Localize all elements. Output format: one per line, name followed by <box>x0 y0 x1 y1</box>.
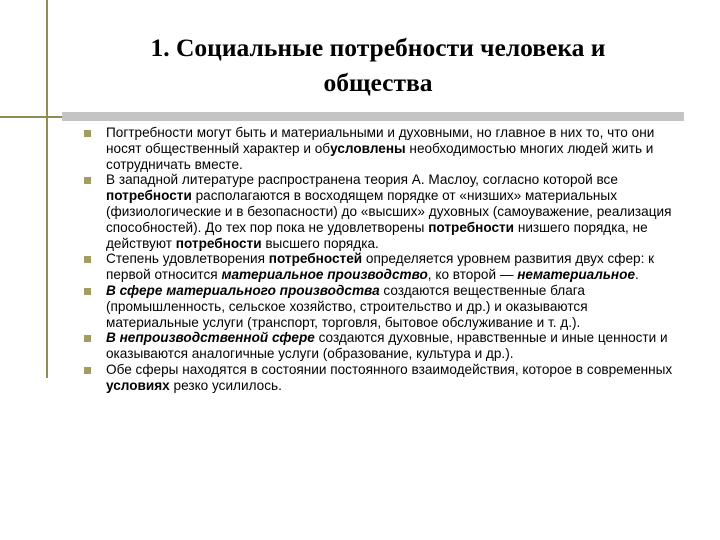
bullet-emphasis-text: потребностей <box>268 251 363 267</box>
slide-title-line-1: 1. Социальные потребности человека и <box>150 33 606 62</box>
bullet-text: Обе сферы находятся в состоянии постоянного взаимодействия, которое в современных <box>106 361 673 377</box>
bullet-item <box>84 283 684 330</box>
bullet-emphasis-text: В сфере материального производства <box>106 282 380 298</box>
bullet-emphasis-text: В непроизводственной сфере <box>106 330 315 346</box>
bullet-emphasis-text: потребности <box>175 235 262 251</box>
bullet-item <box>84 125 684 172</box>
bullet-text: определяется уровнем развития двух сфер: к первой относится <box>106 251 655 283</box>
bullet-text: необходимостью многих людей жить и сотрудничать вместе. <box>106 140 654 172</box>
bullet-emphasis-text: потребности <box>106 188 192 204</box>
bullet-emphasis-text: потребности <box>428 219 515 235</box>
title-divider-bar <box>62 112 684 121</box>
bullet-text: создаются духовные, нравственные и иные ценности и оказываются аналогичные услуги (образование, культура и др.). <box>106 330 668 362</box>
bullet-text: резко усилилось. <box>169 377 282 393</box>
bullet-emphasis-text: условиях <box>106 377 170 393</box>
square-bullet-icon <box>84 367 91 374</box>
square-bullet-icon <box>84 177 91 184</box>
bullet-text: высшего порядка. <box>261 235 379 251</box>
bullet-item <box>84 362 684 394</box>
bullet-text: Погтребности могут быть и материальными и духовными, но главное в них то, что они носят общественный характер и об <box>106 125 655 156</box>
bullet-emphasis-text: нематериальное <box>517 267 636 283</box>
bullet-item <box>84 330 684 362</box>
accent-vertical-line <box>46 0 48 378</box>
square-bullet-icon <box>84 288 91 295</box>
square-bullet-icon <box>84 256 91 263</box>
bullet-text: располагаются в восходящем порядке от «низших» материальных (физиологические и в безопасности) до «высших» духовных (самоуважение, реализация способностей). До тех пор пока не удовлетворены <box>106 188 672 235</box>
bullet-emphasis-text: условлены <box>330 140 406 156</box>
bullet-text: низшего порядка, не действуют <box>106 219 648 251</box>
bullet-list <box>84 125 684 394</box>
bullet-text: . <box>635 267 639 283</box>
bullet-text: , ко второй — <box>427 267 518 283</box>
slide-title <box>60 30 696 100</box>
bullet-item <box>84 172 684 251</box>
accent-horizontal-line <box>0 116 62 118</box>
slide-title-line-2: общества <box>323 68 433 97</box>
bullet-text: Степень удовлетворения <box>106 251 269 267</box>
bullet-text: создаются вещественные блага (промышленность, сельское хозяйство, строительство и др.) и оказываются материальные услуги (транспорт, торговля, бытовое обслуживание и т. д.). <box>106 282 588 330</box>
bullet-item <box>84 251 684 283</box>
square-bullet-icon <box>84 130 91 137</box>
square-bullet-icon <box>84 335 91 342</box>
bullet-text: В западной литературе распространена теория А. Маслоу, согласно которой все <box>106 172 618 188</box>
bullet-emphasis-text: материальное производство <box>221 267 428 283</box>
